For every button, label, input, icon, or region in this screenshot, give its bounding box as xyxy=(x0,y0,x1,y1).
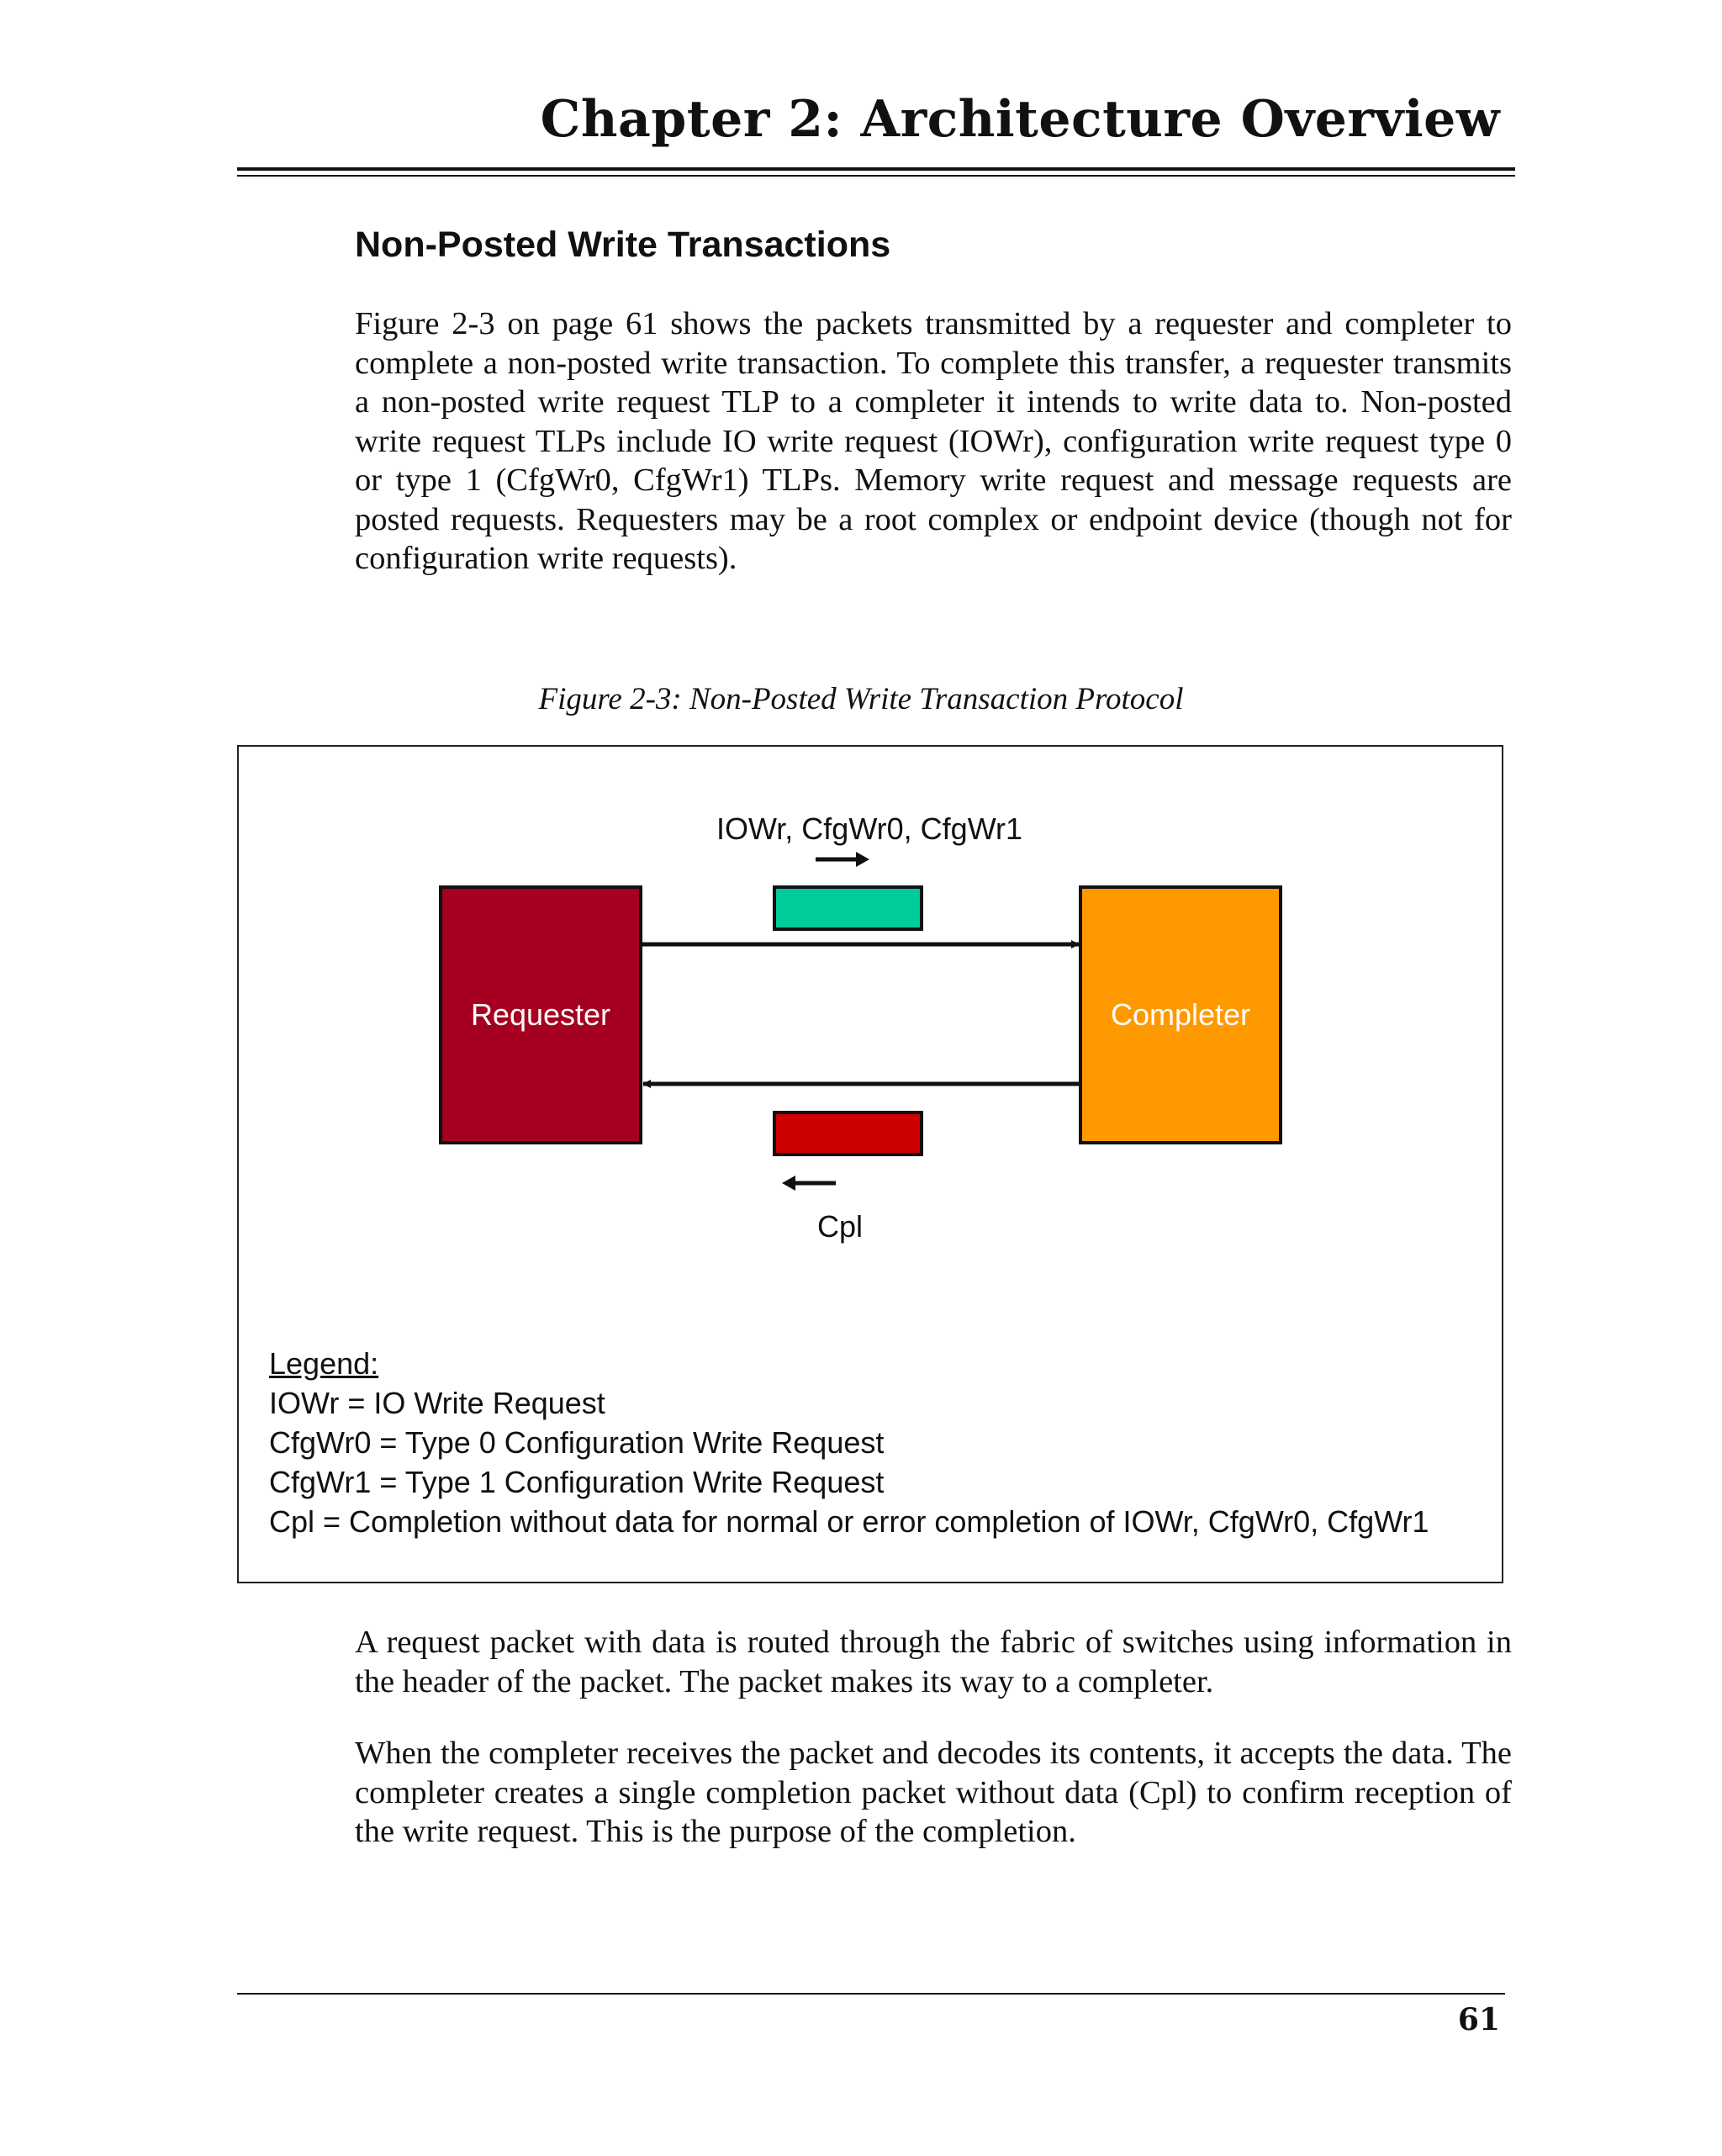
request-packet-label: IOWr, CfgWr0, CfgWr1 xyxy=(716,811,1023,846)
request-packet xyxy=(774,887,922,929)
legend-item: IOWr = IO Write Request xyxy=(269,1386,605,1420)
request-direction-arrowhead xyxy=(856,852,869,867)
header-rule-thin xyxy=(237,175,1515,177)
body-paragraph-completion: When the completer receives the packet and decodes its contents, it accepts the data. The completer creates a single completion packet without data (Cpl) to confirm reception of the write request. This is the purpose of the completion. xyxy=(355,1736,1512,1849)
body-paragraph-intro: Figure 2-3 on page 61 shows the packets transmitted by a requester and completer to complete a non-posted write transaction. To complete this transfer, a requester transmits a non-posted write request TLP to a completer it intends to write data to. Non-posted write request TLPs include IO write request (IOWr), configuration write request type 0 or type 1 (CfgWr0, CfgWr1) TLPs. Memory write request and message requests are posted requests. Requesters may be a root complex or endpoint device (though not for configuration write requests). xyxy=(355,306,1512,576)
legend-item: CfgWr0 = Type 0 Configuration Write Request xyxy=(269,1425,885,1460)
requester-label: Requester xyxy=(470,997,611,1032)
legend-item: CfgWr1 = Type 1 Configuration Write Request xyxy=(269,1465,885,1499)
legend-item: Cpl = Completion without data for normal or error completion of IOWr, CfgWr0, CfgWr1 xyxy=(269,1504,1429,1539)
figure-legend xyxy=(269,1344,1429,1541)
completion-packet xyxy=(774,1112,922,1155)
figure-caption: Figure 2-3: Non-Posted Write Transaction Protocol xyxy=(538,682,1184,716)
figure-diagram xyxy=(237,745,1503,1583)
legend-title: Legend: xyxy=(269,1346,379,1381)
chapter-title: Chapter 2: Architecture Overview xyxy=(540,90,1500,149)
completer-label: Completer xyxy=(1110,997,1251,1032)
page-number: 61 xyxy=(1457,2002,1500,2037)
completion-direction-arrowhead xyxy=(782,1176,795,1191)
header-rule-thick xyxy=(237,167,1515,171)
footer-rule xyxy=(237,1993,1505,1995)
completion-packet-label: Cpl xyxy=(816,1209,864,1244)
body-paragraph-routing: A request packet with data is routed through the fabric of switches using information in the header of the packet. The packet makes its way to a completer. xyxy=(355,1625,1512,1699)
section-heading: Non-Posted Write Transactions xyxy=(355,225,891,265)
